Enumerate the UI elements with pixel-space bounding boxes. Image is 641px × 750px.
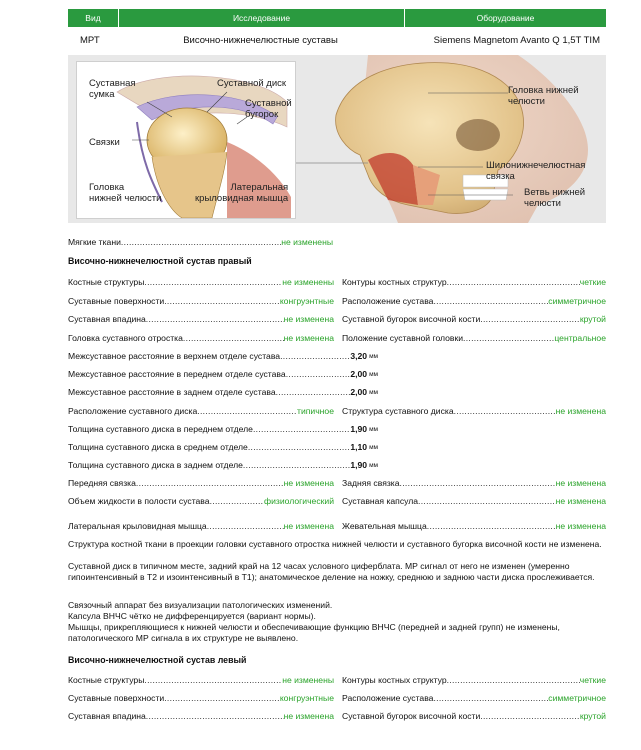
finding-paragraph-3: Капсула ВНЧС чётко не дифференцируется (вариант нормы). [68,611,316,621]
left-row-0-left [68,675,334,686]
row-value: четкие [579,675,606,685]
row-label: Латеральная крыловидная мышца [68,521,207,531]
label-capsule: Суставная сумка [89,78,136,100]
right-b-row-1-right [342,496,606,507]
measure-unit: мм [369,371,378,378]
measure-value: 2,00 [350,369,368,379]
right-row-2-right [342,314,606,325]
row-value: конгруэнтные [279,296,334,306]
row-value: симметричное [548,296,606,306]
right-row-2-left [68,314,334,325]
label-stylomandibular: Шилонижнечелюстная связка [486,160,586,182]
row-label: Суставной бугорок височной кости [342,314,481,324]
right-row-0-right [342,277,606,288]
right-row-1-left [68,296,334,307]
row-value: не изменена [283,711,334,721]
row-value: не изменена [283,478,334,488]
row-value: не изменены [282,675,334,685]
row-value: крутой [579,314,606,324]
right-disc-row-0-left [68,406,334,417]
row-label: Суставная впадина [68,711,146,721]
left-row-2-right [342,711,606,722]
finding-paragraph-0: Структура костной ткани в проекции головки суставного отростка нижней челюсти и суставного бугорка височной кости не изменена. [68,539,602,549]
measure-row-0 [68,351,378,362]
label-mandible-branch: Ветвь нижней челюсти [524,187,586,209]
row-value: конгруэнтные [279,693,334,703]
measure-unit: мм [369,426,378,433]
soft-tissue-row: Мягкие ткани ..... не изменены [68,237,333,248]
measure-unit: мм [369,353,378,360]
right-disc-row-0-right [342,406,606,417]
measure-value: 2,00 [350,387,368,397]
header-study: Исследование [119,9,405,27]
label-pterygoid: Латеральная крыловидная мышца [195,182,289,204]
right-joint-title: Височно-нижнечелюстной сустав правый [68,256,252,266]
row-label: Костные структуры [68,277,145,287]
left-row-2-left [68,711,334,722]
finding-paragraph-1: Суставной диск в типичном месте, задний край на 12 часах условного циферблата. МР сигнал от него не изменен (умеренно гипоинтенсивный в Т2 и изоинтенсивный в Т1); анатомическое деление на ножку, среднюю и заднюю части диска прослеживается. [68,561,595,582]
row-label: Задняя связка [342,478,400,488]
row-label: Головка суставного отростка [68,333,183,343]
header-equipment: Оборудование [476,13,535,23]
row-value: четкие [579,277,606,287]
row-value: не изменена [283,333,334,343]
right-b-row-2-right [342,521,606,532]
meta-equipment: Siemens Magnetom Avanto Q 1,5T TIM [433,34,600,46]
left-row-1-right [342,693,606,704]
row-value: симметричное [548,693,606,703]
right-row-0-left [68,277,334,288]
label-mandible-head-inset: Головка нижней челюсти [89,182,162,204]
row-label: Положение суставной головки [342,333,464,343]
row-label: Контуры костных структур [342,675,447,685]
row-label: Расположение сустава [342,296,434,306]
row-value: не изменена [283,521,334,531]
measure-unit: мм [369,462,378,469]
row-label: Суставная капсула [342,496,419,506]
row-label: Суставная впадина [68,314,146,324]
row-label: Суставные поверхности [68,693,165,703]
measure-row-1 [68,369,378,380]
joint-inset [76,61,296,219]
row-label: Расположение сустава [342,693,434,703]
measure-row-2 [68,387,378,398]
measure-value: 1,90 [350,424,368,434]
row-value: не изменена [555,496,606,506]
row-label: Объем жидкости в полости сустава [68,496,210,506]
tmj-anatomy-figure [68,55,606,223]
row-label: Суставной бугорок височной кости [342,711,481,721]
meta-study: Височно-нижнечелюстные суставы [183,34,338,46]
measure-label: Толщина суставного диска в среднем отделе [68,442,248,452]
row-value: не изменена [283,314,334,324]
left-row-1-left [68,693,334,704]
measure-row-5 [68,460,378,471]
row-label: Суставные поверхности [68,296,165,306]
label-tubercle: Суставной бугорок [245,98,292,120]
measure-unit: мм [369,389,378,396]
right-b-row-1-left [68,496,334,507]
label-disc: Суставной диск [217,78,287,89]
row-label: Структура суставного диска [342,406,454,416]
row-value: центральное [554,333,606,343]
study-meta-row [68,31,606,49]
table-header [68,9,606,27]
finding-paragraph-2: Связочный аппарат без визуализации патологических изменений. [68,600,333,610]
row-value: не изменена [555,478,606,488]
right-row-3-right [342,333,606,344]
measure-value: 1,10 [350,442,368,452]
measure-label: Толщина суставного диска в заднем отделе [68,460,243,470]
finding-paragraph-4: Мышцы, прикрепляющиеся к нижней челюсти и обеспечивающие функцию ВНЧС (передней и задней групп) не изменены, патологического МР сигнала в их структуре не выявлено. [68,622,560,643]
measure-row-4 [68,442,378,453]
measure-unit: мм [369,444,378,451]
right-row-1-right [342,296,606,307]
right-b-row-0-left [68,478,334,489]
row-value: не изменена [555,406,606,416]
row-label: Передняя связка [68,478,136,488]
row-value: не изменена [555,521,606,531]
row-label: Жевательная мышца [342,521,427,531]
left-row-0-right [342,675,606,686]
right-b-row-0-right [342,478,606,489]
row-label: Расположение суставного диска [68,406,198,416]
row-value: не изменены [282,277,334,287]
measure-label: Межсуставное расстояние в переднем отделе сустава [68,369,286,379]
header-type: Вид [68,9,119,27]
measure-value: 3,20 [350,351,368,361]
measure-label: Межсуставное расстояние в верхнем отделе сустава [68,351,281,361]
measure-row-3 [68,424,378,435]
label-ligaments: Связки [89,137,120,148]
measure-label: Межсуставное расстояние в заднем отделе сустава [68,387,276,397]
row-value: крутой [579,711,606,721]
row-label: Контуры костных структур [342,277,447,287]
row-value: типичное [297,406,334,416]
label-mandible-head: Головка нижней челюсти [508,85,579,107]
meta-type: МРТ [80,34,100,46]
right-b-row-2-left [68,521,334,532]
measure-label: Толщина суставного диска в переднем отделе [68,424,253,434]
measure-value: 1,90 [350,460,368,470]
right-row-3-left [68,333,334,344]
row-value: физиологический [264,496,334,506]
left-joint-title: Височно-нижнечелюстной сустав левый [68,655,247,665]
row-label: Костные структуры [68,675,145,685]
